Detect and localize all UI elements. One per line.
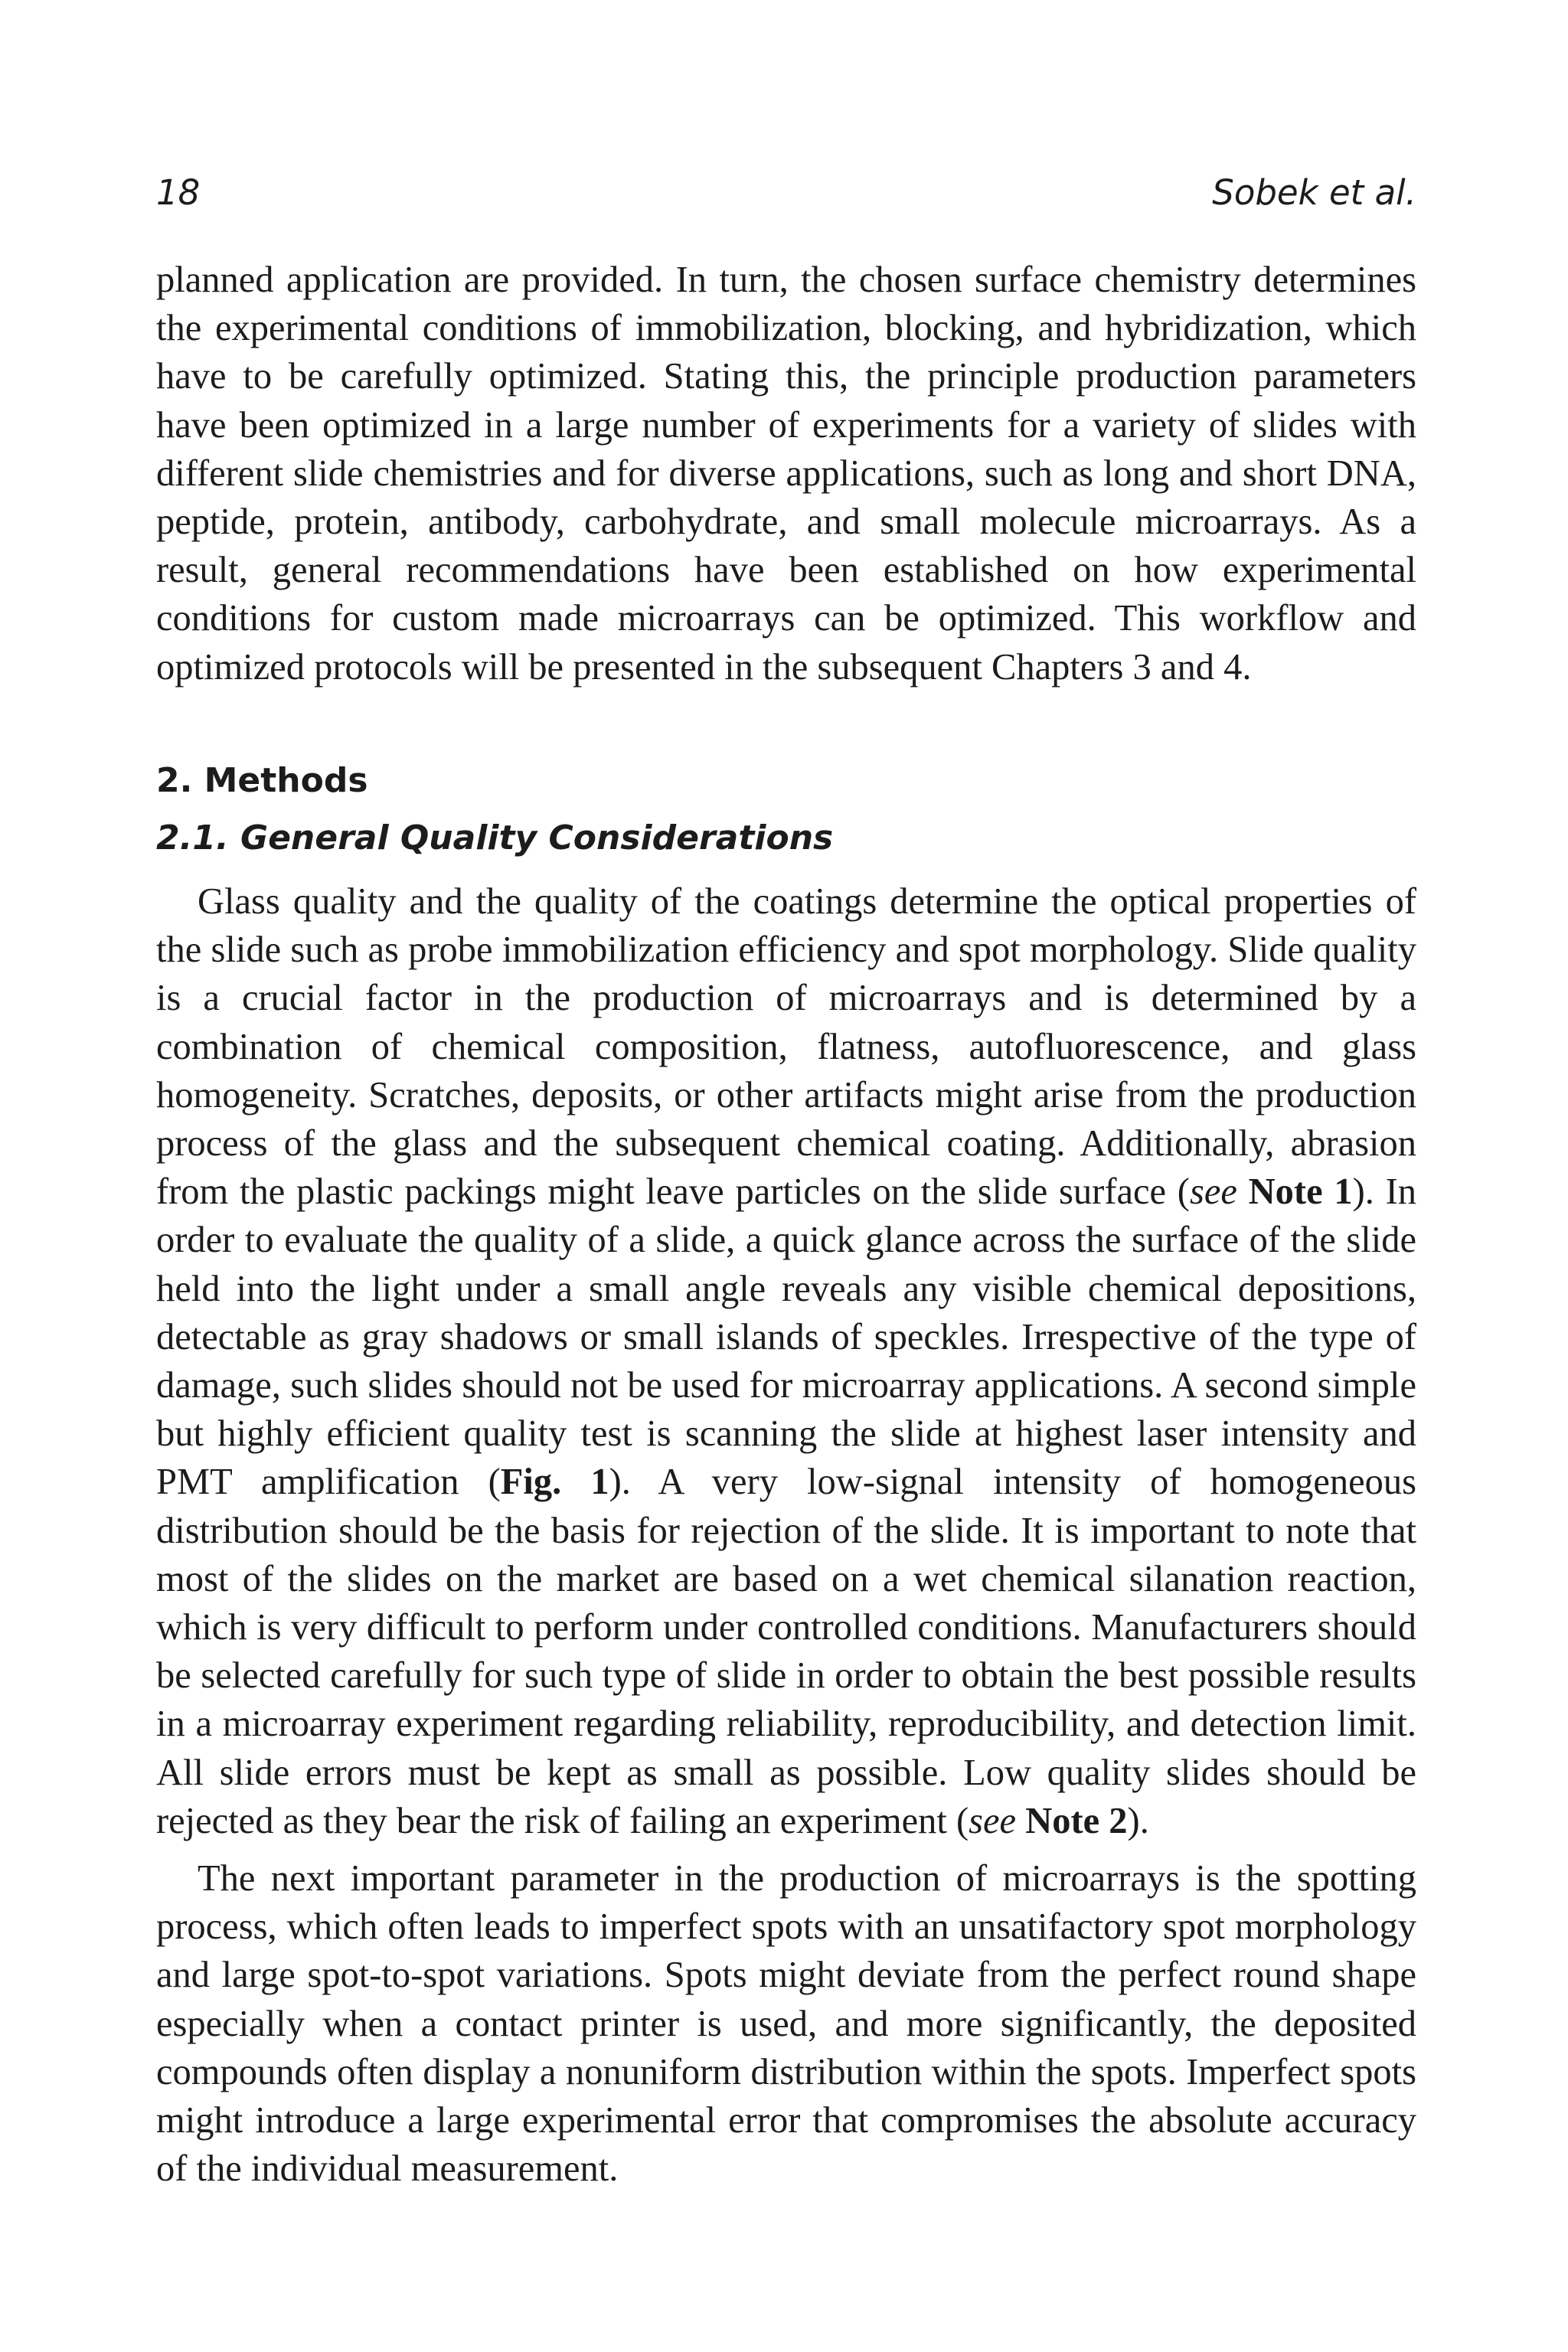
intro-paragraph: planned application are provided. In turn, the chosen surface chemistry determines the experimental conditions of immobilization, blocking, and hybridization, which have to be carefully optimized. Stating this, the principle production parameters have been optimized in a large number of experiments for a variety of slides with different slide chemistries and for diverse applications, such as long and short DNA, peptide, protein, antibody, carbohydrate, and small molecule microarrays. As a result, general recommendations have been established on how experimental conditions for custom made microarrays can be optimized. This workflow and optimized protocols will be presented in the subsequent Chapters 3 and 4. — [156, 260, 1416, 688]
quality-text-part-2: ). In order to evaluate the quality of a slide, a quick glance across the surface of the slide held into the light under a small angle reveals any visible chemical depositions, detectable as gray shadows or small islands of speckles. Irrespective of the type of damage, such slides should not be used for microarray applications. A second simple but highly efficient quality test is scanning the slide at highest laser intensity and PMT amplification ( — [156, 1171, 1417, 1503]
spotting-paragraph: The next important parameter in the production of microarrays is the spotting process, which often leads to imperfect spots with an unsatifactory spot morphology and large spot-to-spot variations. Spots might deviate from the perfect round shape especially when a contact printer is used, and more significantly, the deposited compounds often display a nonuniform distribution within the spots. Imperfect spots might introduce a large experimental error that compromises the absolute accuracy of the individual measurement. — [156, 1858, 1416, 2190]
quality-text-part-1: Glass quality and the quality of the coatings determine the optical properties of the slide such as probe immobilization efficiency and spot morphology. Slide quality is a crucial factor in the production of microarrays and is determined by a combination of chemical composition, flatness, autofluorescence, and glass homogeneity. Scratches, deposits, or other artifacts might arise from the production process of the glass and the subsequent chemical coating. Additionally, abrasion from the plastic packings might leave particles on the slide surface ( — [156, 881, 1416, 1213]
quality-text-part-3: ). A very low-signal intensity of homogeneous distribution should be the basis for rejection of the slide. It is important to note that most of the slides on the market are based on a wet chemical silanation reaction, which is very difficult to perform under controlled conditions. Manufacturers should be selected carefully for such type of slide in order to obtain the best possible results in a microarray experiment regarding reliability, reproducibility, and detection limit. All slide errors must be kept as small as possible. Low quality slides should be rejected as they bear the risk of failing an experiment ( — [156, 1462, 1417, 1841]
see-reference-1: see — [1189, 1171, 1237, 1213]
subsection-heading: 2.1. General Quality Considerations — [156, 818, 834, 858]
note-1-reference[interactable]: Note 1 — [1248, 1171, 1353, 1213]
quality-text-part-4: ). — [1127, 1800, 1149, 1841]
note-2-reference[interactable]: Note 2 — [1025, 1800, 1128, 1841]
page-number: 18 — [156, 172, 201, 213]
figure-1-reference[interactable]: Fig. 1 — [500, 1462, 609, 1503]
running-head-authors: Sobek et al. — [1212, 172, 1416, 213]
section-heading: 2. Methods — [156, 761, 368, 800]
running-head — [156, 170, 1416, 216]
see-reference-2: see — [969, 1800, 1017, 1841]
quality-paragraph — [156, 877, 1416, 1845]
